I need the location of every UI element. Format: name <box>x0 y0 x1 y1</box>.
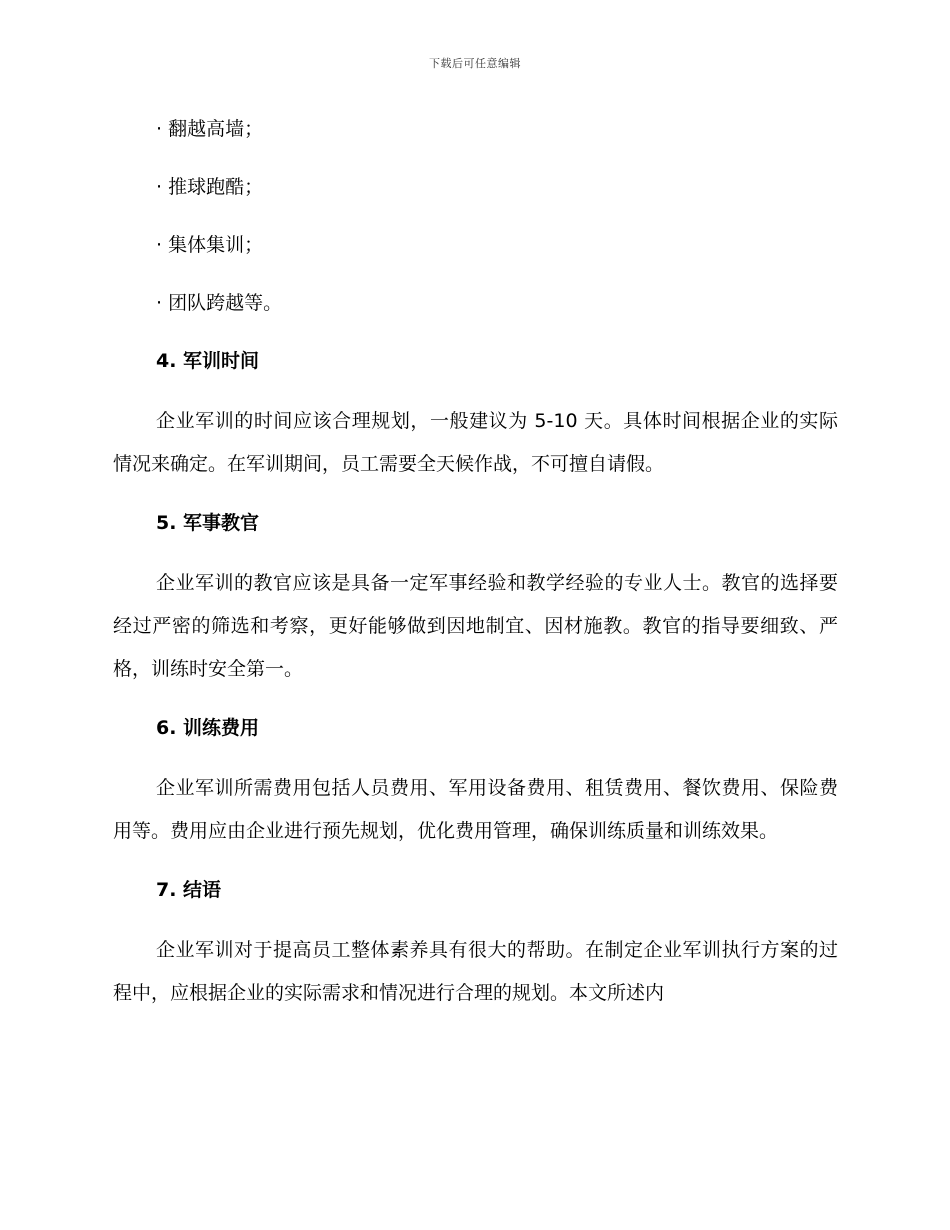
section-heading-cost: 6. 训练费用 <box>156 717 260 739</box>
section-paragraph-time: 企业军训的时间应该合理规划，一般建议为 5-10 天。具体时间根据企业的实际情况来确定。在军训期间，员工需要全天候作战，不可擅自请假。 <box>113 410 838 475</box>
section-heading-instructor: 5. 军事教官 <box>156 512 260 534</box>
section-heading-conclusion: 7. 结语 <box>156 879 222 901</box>
section-heading-time: 4. 军训时间 <box>156 350 260 372</box>
section-paragraph-cost: 企业军训所需费用包括人员费用、军用设备费用、租赁费用、餐饮费用、保险费用等。费用应由企业进行预先规划，优化费用管理，确保训练质量和训练效果。 <box>113 777 838 842</box>
bullet-item: · 集体集训； <box>156 234 264 256</box>
section-paragraph-instructor: 企业军训的教官应该是具备一定军事经验和教学经验的专业人士。教官的选择要经过严密的筛选和考察，更好能够做到因地制宜、因材施教。教官的指导要细致、严格，训练时安全第一。 <box>113 572 838 680</box>
bullet-item: · 团队跨越等。 <box>156 292 283 314</box>
document-body <box>113 112 838 1035</box>
section-paragraph-conclusion: 企业军训对于提高员工整体素养具有很大的帮助。在制定企业军训执行方案的过程中，应根据企业的实际需求和情况进行合理的规划。本文所述内 <box>113 939 838 1004</box>
page-header-note: 下载后可任意编辑 <box>429 57 521 70</box>
bullet-item: · 翻越高墙； <box>156 118 264 140</box>
bullet-item: · 推球跑酷； <box>156 176 264 198</box>
